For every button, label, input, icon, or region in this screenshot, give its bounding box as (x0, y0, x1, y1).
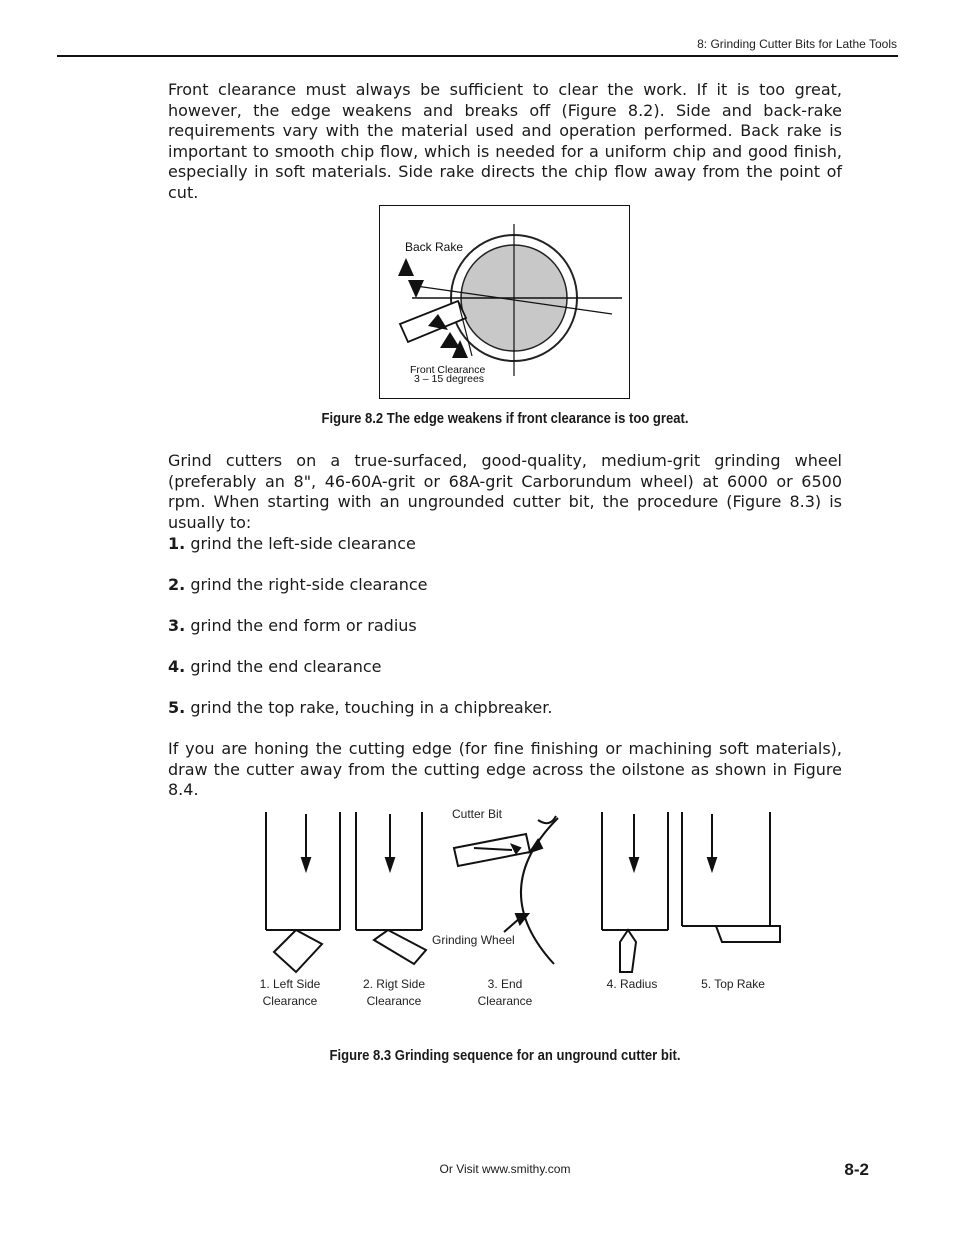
panel-radius (602, 812, 668, 972)
header-divider (57, 55, 898, 57)
figure-8-3-diagram (250, 800, 790, 1015)
panel-label: 3. End (487, 977, 523, 991)
step-number: 3. (168, 616, 186, 635)
panel-label: Clearance (366, 994, 422, 1008)
panel-label: 1. Left Side (259, 977, 321, 991)
paragraph-honing: If you are honing the cutting edge (for fine finishing or machining soft materials), draw the cutter away from the cutting edge across the oilstone as shown in Figure 8.4. (168, 739, 842, 800)
panel-label: Clearance (262, 994, 318, 1008)
list-item (168, 616, 417, 635)
list-item (168, 575, 428, 594)
panel-top-rake (682, 812, 780, 942)
list-item (168, 534, 416, 553)
panel-label: 2. Rigt Side (362, 977, 426, 991)
panel-label: 5. Top Rake (701, 977, 765, 991)
arrow-4-icon (440, 332, 460, 348)
step-number: 1. (168, 534, 186, 553)
panel-label: Clearance (477, 994, 533, 1008)
step-text: grind the right-side clearance (190, 575, 428, 594)
footer-website: Or Visit www.smithy.com (439, 1162, 571, 1176)
step-number: 2. (168, 575, 186, 594)
label-back-rake: Back Rake (405, 240, 464, 254)
step-text: grind the left-side clearance (190, 534, 416, 553)
step-text: grind the top rake, touching in a chipbreaker. (190, 698, 553, 717)
panel-right-side-clearance (356, 812, 426, 964)
back-rake-arrow-icon (398, 258, 414, 276)
figure-8-2-caption: Figure 8.2 The edge weakens if front clearance is too great. (321, 411, 689, 427)
paragraph-front-clearance: Front clearance must always be sufficient to clear the work. If it is too great, however, the edge weakens and breaks off (Figure 8.2). Side and back-rake requirements vary with the material used and operation performed. Back rake is important to smooth chip flow, which is needed for a uniform chip and good finish, especially in soft materials. Side rake directs the chip flow away from the point of cut. (168, 80, 842, 202)
panel-label: 4. Radius (606, 977, 658, 991)
figure-8-3 (250, 800, 790, 1015)
paragraph-grinding-wheel: Grind cutters on a true-surfaced, good-quality, medium-grit grinding wheel (preferably an 8", 46-60A-grit or 68A-grit Carborundum wheel) at 6000 or 6500 rpm. When starting with an ungrounded cutter bit, the procedure (Figure 8.3) is usually to: (168, 451, 842, 532)
panel-left-side-clearance (266, 812, 340, 972)
label-degrees: 3 – 15 degrees (414, 373, 485, 385)
label-front-clearance: Front Clearance (410, 364, 486, 376)
label-grinding-wheel: Grinding Wheel (432, 933, 515, 947)
step-number: 4. (168, 657, 186, 676)
page-number: 8-2 (844, 1160, 869, 1179)
label-cutter-bit: Cutter Bit (452, 807, 503, 821)
step-text: grind the end form or radius (190, 616, 417, 635)
list-item (168, 698, 552, 717)
step-text: grind the end clearance (190, 657, 382, 676)
figure-8-3-caption: Figure 8.3 Grinding sequence for an unground cutter bit. (329, 1048, 681, 1064)
figure-8-2 (379, 205, 630, 399)
step-number: 5. (168, 698, 186, 717)
list-item (168, 657, 382, 676)
running-header: 8: Grinding Cutter Bits for Lathe Tools (697, 37, 897, 51)
rake-arrow-2-icon (408, 280, 424, 298)
figure-8-2-diagram (380, 206, 628, 397)
